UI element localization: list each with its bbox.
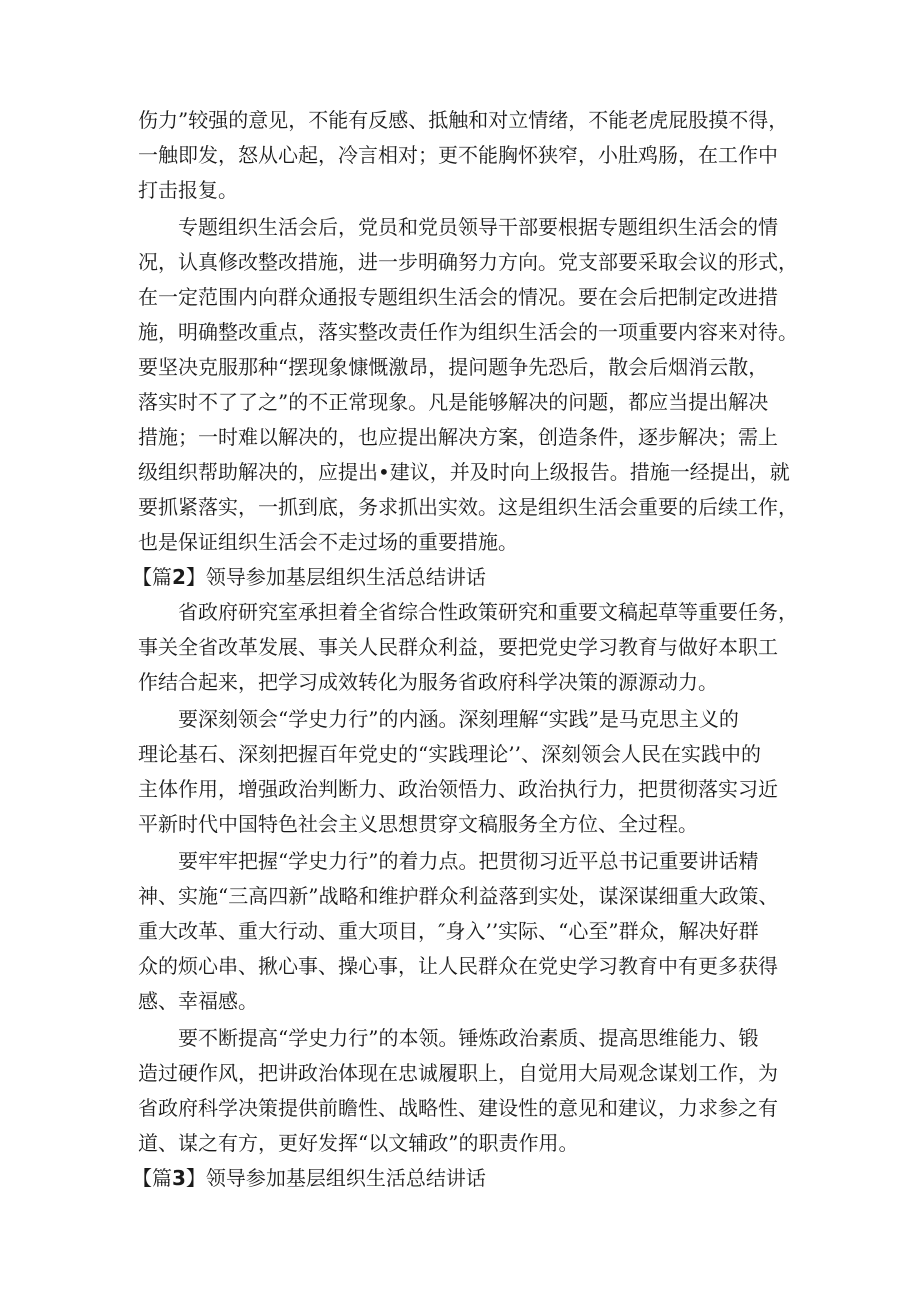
text-line: 伤力”较强的意见，不能有反感、抵触和对立情绪，不能老虎屁股摸不得， [138,108,789,132]
text-line: 一触即发，怒从心起，冷言相对；更不能胸怀狭窄，小肚鸡肠，在工作中 [138,143,778,167]
paragraph-intro [138,103,800,208]
heading-prefix: 【篇 [132,565,172,589]
paragraph-a [138,595,800,700]
text-line: 措施；一时难以解决的，也应提出解决方案，创造条件，逐步解决；需上 [138,425,778,449]
text-line: 在一定范围内向群众通报专题组织生活会的情况。要在会后把制定改进措 [138,285,778,309]
heading-prefix: 【篇 [132,1166,172,1190]
heading-number: 2 [172,565,186,589]
document-body [132,103,800,1196]
text-line: 落实时不了了之”的不正常现象。凡是能够解决的问题，都应当提出解决 [138,390,769,414]
paragraph-c [138,844,800,1019]
text-line: 道、谋之有方，更好发挥“以文辅政”的职责作用。 [138,1131,579,1155]
paragraph-followup [138,210,800,560]
text-line: 平新时代中国特色社会主义思想贯穿文稿服务全方位、全过程。 [138,812,698,836]
text-line: 主体作用，增强政治判断力、政治领悟力、政治执行力，把贯彻落实习近 [138,777,778,801]
text-line: 专题组织生活会后，党员和党员领导干部要根据专题组织生活会的情 [138,215,778,239]
heading-number: 3 [172,1166,186,1190]
text-line: 级组织帮助解决的，应提出•建议，并及时向上级报告。措施一经提出，就 [138,460,790,484]
text-line: 要深刻领会“学史力行”的内涵。深刻理解“实践”是马克思主义的 [138,707,739,731]
text-line: 感、幸福感。 [138,989,258,1013]
text-line: 要牢牢把握“学史力行”的着力点。把贯彻习近平总书记重要讲话精 [138,849,759,873]
heading-title: 】领导参加基层组织生活总结讲话 [185,1166,486,1190]
text-line: 要坚决克服那种“摆现象慷慨激昂，提问题争先恐后，散会后烟消云散， [138,355,769,379]
text-line: 造过硬作风，把讲政治体现在忠诚履职上，自觉用大局观念谋划工作，为 [138,1061,778,1085]
text-line: 要抓紧落实，一抓到底，务求抓出实效。这是组织生活会重要的后续工作， [138,495,798,519]
paragraph-b [138,702,800,842]
text-line: 打击报复。 [138,178,238,202]
text-line: 理论基石、深刻把握百年党史的“实践理论’’、深刻领会人民在实践中的 [138,742,761,766]
text-line: 重大改革、重大行动、重大项目，″身入’’实际、“心至”群众，解决好群 [138,919,759,943]
paragraph-d [138,1021,800,1161]
section-heading-2 [132,560,800,595]
text-line: 神、实施“三高四新”战略和维护群众利益落到实处，谋深谋细重大政策、 [138,884,779,908]
text-line: 也是保证组织生活会不走过场的重要措施。 [138,530,518,554]
text-line: 省政府科学决策提供前瞻性、战略性、建设性的意见和建议，力求参之有 [138,1096,778,1120]
heading-title: 】领导参加基层组织生活总结讲话 [185,565,486,589]
text-line: 众的烦心串、揪心事、操心事，让人民群众在党史学习教育中有更多获得 [138,954,778,978]
text-line: 省政府研究室承担着全省综合性政策研究和重要文稿起草等重要任务， [138,600,798,624]
text-line: 况，认真修改整改措施，进一步明确努力方向。党支部要采取会议的形式， [138,250,798,274]
text-line: 要不断提高“学史力行”的本领。锤炼政治素质、提高思维能力、锻 [138,1026,759,1050]
text-line: 施，明确整改重点，落实整改责任作为组织生活会的一项重要内容来对待。 [138,320,798,344]
text-line: 事关全省改革发展、事关人民群众利益，要把党史学习教育与做好本职工 [138,635,778,659]
text-line: 作结合起来，把学习成效转化为服务省政府科学决策的源源动力。 [138,670,718,694]
section-heading-3 [132,1161,800,1196]
